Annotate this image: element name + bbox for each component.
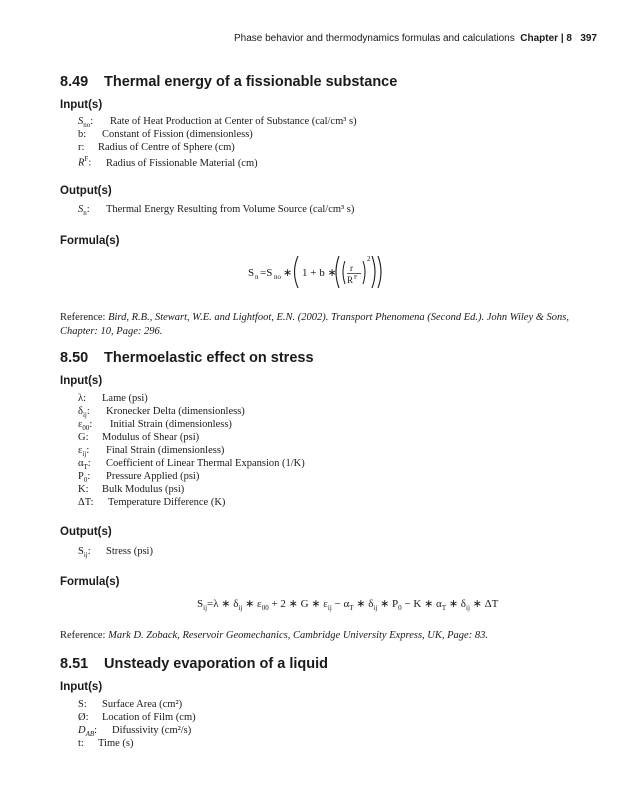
svg-text:R: R (347, 275, 354, 285)
input-row (78, 406, 245, 419)
input-row (78, 445, 224, 458)
output-symbol: $S_{ij}$: (78, 546, 91, 560)
input-row (78, 497, 225, 508)
page-number: 397 (580, 33, 597, 44)
input-row (78, 432, 199, 443)
input-symbol: $D_{AB}$: (78, 725, 98, 739)
inputs-heading: Input(s) (60, 681, 103, 693)
input-row (78, 699, 182, 710)
section-title-8-49 (60, 74, 397, 90)
section-number: 8.50 (60, 350, 89, 366)
input-row (78, 458, 305, 471)
section-title-8-50 (60, 350, 314, 366)
input-symbol: $R^F$: (78, 155, 92, 169)
running-title: Phase behavior and thermodynamics formulas and calculations (233, 33, 515, 44)
svg-text:S: S (248, 267, 255, 279)
input-symbol: $\delta_{ij}$: (78, 406, 90, 420)
input-description: Radius of Centre of Sphere (cm) (98, 142, 235, 153)
svg-text:1 + b ∗: 1 + b ∗ (302, 267, 337, 279)
input-description: Time (s) (98, 738, 134, 749)
input-symbol: $P_0$: (78, 471, 91, 485)
input-row (78, 116, 357, 129)
reference-8-50 (60, 629, 570, 643)
input-description: Temperature Difference (K) (108, 497, 226, 508)
formula-heading: Formula(s) (60, 576, 120, 588)
input-symbol: t: (78, 738, 84, 749)
section-title: Unsteady evaporation of a liquid (104, 656, 328, 672)
input-row (78, 419, 232, 432)
input-row (78, 129, 253, 140)
input-row (78, 725, 191, 738)
input-description: Location of Film (cm) (102, 712, 196, 723)
svg-text:2: 2 (367, 255, 371, 263)
input-symbol: b: (78, 129, 87, 140)
formula-8-49 (248, 243, 388, 301)
svg-text:r: r (350, 263, 353, 273)
input-symbol: $S_{no}$: (78, 116, 94, 130)
output-description: Thermal Energy Resulting from Volume Source (cal/cm³ s) (106, 204, 355, 215)
svg-text:no: no (274, 273, 281, 281)
input-description: Final Strain (dimensionless) (106, 445, 225, 456)
output-row (78, 546, 153, 559)
input-description: Constant of Fission (dimensionless) (102, 129, 253, 140)
reference-label: Reference: (60, 312, 106, 323)
input-row (78, 712, 196, 723)
input-symbol: $\varepsilon_{00}$: (78, 419, 93, 433)
formula-8-50: $S_{ij}=\lambda$ ∗ $\delta_{ij}$ ∗ $\varepsilon_{00} + 2$ ∗ G ∗ $\varepsilon_{ij} - \alpha_T$ ∗ $\delta_{ij}$ ∗ $P_0 - K$ ∗ $\alpha_T$ ∗ $\delta_{ij}$ ∗ ΔT (197, 598, 499, 613)
input-description: Initial Strain (dimensionless) (110, 419, 232, 430)
input-description: Radius of Fissionable Material (cm) (106, 157, 258, 169)
reference-label: Reference: (60, 630, 106, 641)
input-symbol: S: (78, 699, 87, 710)
reference-text: Bird, R.B., Stewart, W.E. and Lightfoot, E.N. (2002). Transport Phenomena (Second Ed.). John Wiley & Sons, Chapter: 10, Page: 296. (60, 312, 569, 337)
input-symbol: λ: (78, 393, 87, 404)
svg-text:F: F (354, 275, 358, 281)
output-row (78, 204, 354, 217)
outputs-heading: Output(s) (60, 185, 112, 197)
output-description: Stress (psi) (106, 546, 153, 557)
inputs-heading: Input(s) (60, 99, 103, 111)
formula-heading: Formula(s) (60, 235, 120, 247)
input-row (78, 738, 134, 749)
input-symbol: Ø: (78, 712, 89, 723)
section-title: Thermoelastic effect on stress (104, 350, 314, 366)
chapter-label: Chapter | 8 (520, 33, 572, 44)
svg-text:=S: =S (260, 267, 273, 279)
input-row (78, 155, 258, 169)
formula-8-49-glyphs (248, 243, 388, 301)
svg-text:n: n (255, 273, 259, 281)
section-number: 8.51 (60, 656, 89, 672)
section-number: 8.49 (60, 74, 89, 90)
input-row (78, 471, 199, 484)
section-title: Thermal energy of a fissionable substance (104, 74, 398, 90)
input-description: Modulus of Shear (psi) (102, 432, 200, 443)
reference-8-49 (60, 311, 570, 339)
input-row (78, 393, 148, 404)
reference-text: Mark D. Zoback, Reservoir Geomechanics, Cambridge University Express, UK, Page: 83. (108, 630, 488, 641)
input-symbol: G: (78, 432, 89, 443)
input-description: Rate of Heat Production at Center of Substance (cal/cm³ s) (110, 116, 357, 127)
input-symbol: $\varepsilon_{ij}$: (78, 445, 90, 459)
input-row (78, 484, 184, 495)
input-description: Surface Area (cm²) (102, 699, 183, 710)
input-description: Difussivity (cm²/s) (112, 725, 192, 736)
svg-text:∗: ∗ (283, 267, 293, 279)
outputs-heading: Output(s) (60, 526, 112, 538)
input-symbol: r: (78, 142, 85, 153)
input-symbol: $\alpha_T$: (78, 458, 91, 472)
input-description: Coefficient of Linear Thermal Expansion (1/K) (106, 458, 305, 469)
input-description: Pressure Applied (psi) (106, 471, 200, 482)
inputs-heading: Input(s) (60, 375, 103, 387)
input-description: Bulk Modulus (psi) (102, 484, 185, 495)
running-header (234, 33, 597, 44)
input-row (78, 142, 235, 153)
input-description: Lame (psi) (102, 393, 148, 404)
input-symbol: ΔT: (78, 497, 94, 508)
input-symbol: K: (78, 484, 89, 495)
section-title-8-51 (60, 656, 328, 672)
output-symbol: $S_n$: (78, 204, 90, 218)
input-description: Kronecker Delta (dimensionless) (106, 406, 245, 417)
